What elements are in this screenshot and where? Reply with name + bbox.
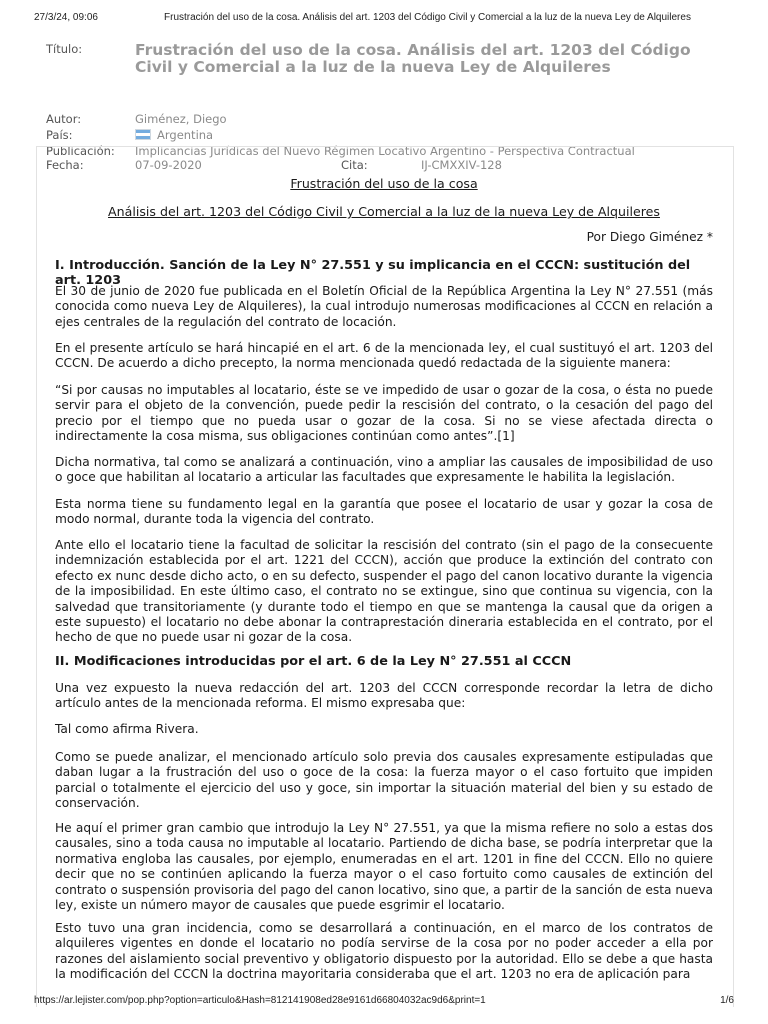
argentina-flag-icon (135, 129, 151, 140)
paragraph: He aquí el primer gran cambio que introdujo la Ley N° 27.551, ya que la misma refiere no solo a estas dos causales, sino a toda causa no imputable al locatario. Partiendo de dicha base, se podría interpretar que la normativa engloba las causales, por ejemplo, enumeradas en el art. 1201 in fine del CCCN. Ello no quiere decir que no se continúen aplicando la fuerza mayor o el caso fortuito como causales de extinción del contrato o suspensión provisoria del pago del canon locativo, sino que, a partir de la sanción de esta nueva ley, existe un número mayor de causales que puede esgrimir el locatario. (55, 821, 713, 913)
paragraph: Como se puede analizar, el mencionado artículo solo previa dos causales expresamente estipuladas que daban lugar a la frustración del uso o goce de la cosa: la fuerza mayor o el caso fortuito que impiden parcial o totalmente el ejercicio del uso y goce, sin importar la situación material del bien y su estado de conservación. (55, 750, 713, 811)
print-datetime: 27/3/24, 09:06 (34, 12, 98, 23)
pais-value: Argentina (157, 128, 214, 142)
print-url: https://ar.lejister.com/pop.php?option=articulo&Hash=812141908ed28e9161d66804032ac9d6&print=1 (34, 995, 486, 1006)
pais-label: País: (46, 128, 73, 142)
autor-label: Autor: (46, 112, 82, 126)
publicacion-value: Implicancias Jurídicas del Nuevo Régimen Locativo Argentino - Perspectiva Contractual (135, 144, 635, 158)
print-header (34, 12, 734, 26)
article-byline: Por Diego Giménez * (586, 230, 713, 244)
paragraph: Una vez expuesto la nueva redacción del art. 1203 del CCCN corresponde recordar la letra de dicho artículo antes de la mencionada reforma. El mismo expresaba que: (55, 681, 713, 711)
titulo-value: Frustración del uso de la cosa. Análisis del art. 1203 del Código Civil y Comercial a la luz de la nueva Ley de Alquileres (135, 41, 691, 76)
fecha-value: 07-09-2020 (135, 158, 202, 172)
titulo-label: Título: (46, 42, 83, 56)
article-metadata (46, 41, 736, 172)
paragraph: El 30 de junio de 2020 fue publicada en el Boletín Oficial de la República Argentina la Ley N° 27.551 (más conocida como nueva Ley de Alquileres), la cual introdujo numerosas modificaciones al CCCN en relación a ejes centrales de la regulación del contrato de locación. (55, 284, 713, 329)
paragraph: Esta norma tiene su fundamento legal en la garantía que posee el locatario de usar y gozar la cosa de modo normal, durante toda la vigencia del contrato. (55, 497, 713, 527)
paragraph: Tal como afirma Rivera. (55, 722, 199, 736)
paragraph: Ante ello el locatario tiene la facultad de solicitar la rescisión del contrato (sin el pago de la consecuente indemnización establecida por el art. 1221 del CCCN), acción que produce la extinción del contrato con efecto ex nunc desde dicho acto, o en su defecto, suspender el pago del canon locativo durante la vigencia de la imposibilidad. En este último caso, el contrato no se extingue, sino que continua su vigencia, con la salvedad que transitoriamente (y durante todo el tiempo en que se mantenga la causal que da origen a este supuesto) el locatario no debe abonar la contraprestación dineraria establecida en el contrato, por el hecho de que no puede usar ni gozar de la cosa. (55, 538, 713, 645)
print-page-title: Frustración del uso de la cosa. Análisis del art. 1203 del Código Civil y Comercial a la luz de la nueva Ley de Alquileres (164, 12, 691, 23)
publicacion-label: Publicación: (46, 144, 115, 158)
cita-label: Cita: (341, 158, 368, 172)
article-title: Frustración del uso de la cosa (290, 176, 478, 191)
page-number: 1/6 (720, 995, 734, 1006)
paragraph: Esto tuvo una gran incidencia, como se desarrollará a continuación, en el marco de los contratos de alquileres vigentes en donde el locatario no podía servirse de la cosa por no poder acceder a ella por razones del aislamiento social preventivo y obligatorio dispuesto por la autoridad. Ello se debe a que hasta la modificación del CCCN la doctrina mayoritaria consideraba que el art. 1203 no era de aplicación para (55, 921, 713, 982)
print-footer (34, 995, 734, 1009)
autor-value: Giménez, Diego (135, 112, 227, 126)
paragraph: Dicha normativa, tal como se analizará a continuación, vino a ampliar las causales de imposibilidad de uso o goce que habilitan al locatario a articular las facultades que expresamente le habilita la legislación. (55, 455, 713, 485)
fecha-label: Fecha: (46, 158, 84, 172)
article-subtitle: Análisis del art. 1203 del Código Civil y Comercial a la luz de la nueva Ley de Alquileres (108, 204, 660, 219)
section-1-heading: I. Introducción. Sanción de la Ley N° 27.551 y su implicancia en el CCCN: sustitución del art. 1203 (55, 258, 691, 289)
paragraph: En el presente artículo se hará hincapié en el art. 6 de la mencionada ley, el cual sustituyó el art. 1203 del CCCN. De acuerdo a dicho precepto, la norma mencionada quedó redactada de la siguiente manera: (55, 341, 713, 371)
quoted-paragraph: “Si por causas no imputables al locatario, éste se ve impedido de usar o gozar de la cosa, o ésta no puede servir para el objeto de la convención, puede pedir la rescisión del contrato, o la cesación del pago del precio por el tiempo que no pueda usar o gozar de la cosa. Si no se viese afectada directa o indirectamente la cosa misma, sus obligaciones continúan como antes”.[1] (55, 383, 713, 444)
cita-value: IJ-CMXXIV-128 (421, 158, 502, 172)
section-2-heading: II. Modificaciones introducidas por el art. 6 de la Ley N° 27.551 al CCCN (55, 654, 572, 669)
